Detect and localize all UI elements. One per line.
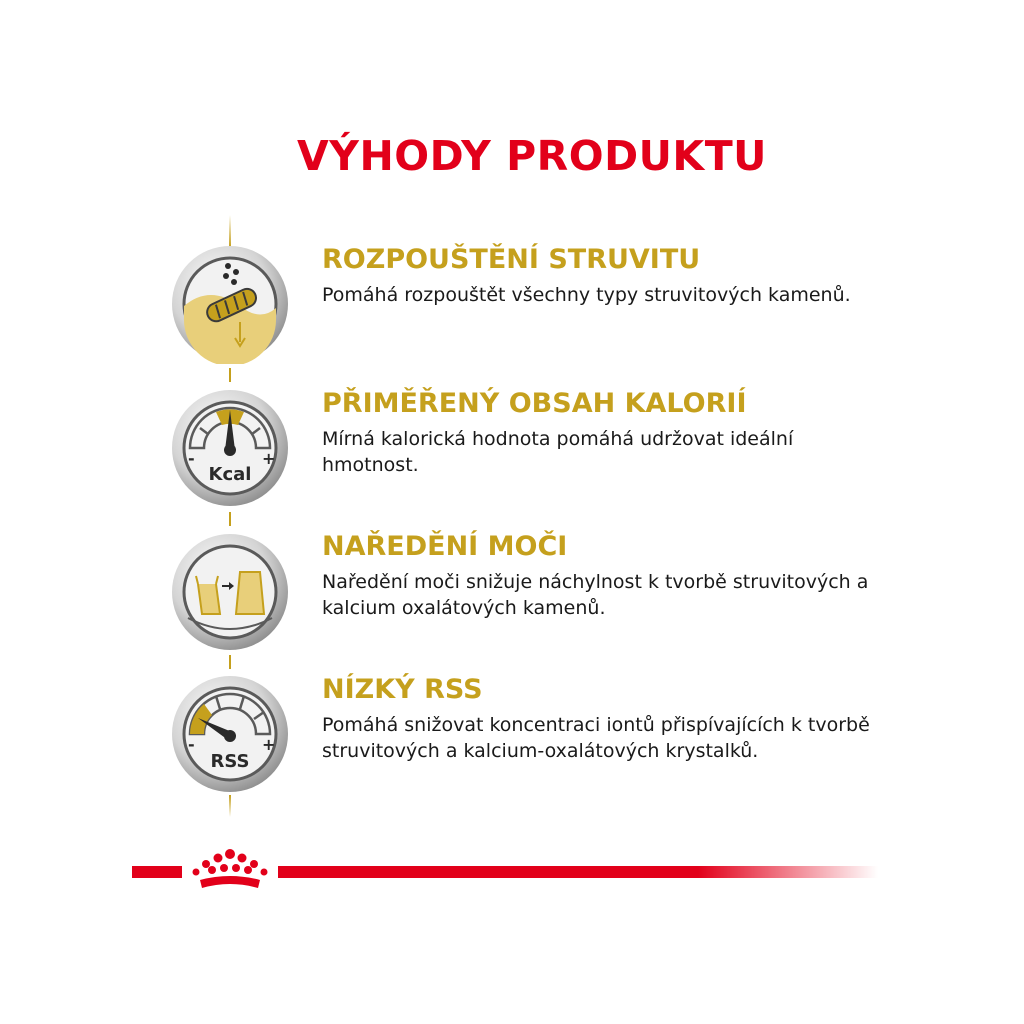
- benefit-calories: [322, 388, 922, 478]
- svg-text:-: -: [188, 735, 195, 754]
- urine-dilution-icon: [170, 532, 290, 652]
- calorie-gauge-icon: [170, 388, 290, 508]
- benefit-low-rss: [322, 674, 922, 764]
- rss-label: RSS: [210, 751, 250, 772]
- footer-brand-bar: [0, 840, 1024, 900]
- benefit-description: Pomáhá rozpouštět všechny typy struvitových kamenů.: [322, 284, 851, 306]
- benefit-description: Mírná kalorická hodnota pomáhá udržovat ideální hmotnost.: [322, 428, 794, 476]
- benefit-title: NÍZKÝ RSS: [322, 674, 483, 705]
- svg-text:+: +: [262, 735, 276, 754]
- benefit-struvite-dissolution: [322, 244, 922, 308]
- benefit-urine-dilution: [322, 531, 922, 621]
- rss-gauge-icon: [170, 674, 290, 794]
- svg-text:-: -: [188, 449, 195, 468]
- benefit-description: Pomáhá snižovat koncentraci iontů přispívajících k tvorbě struvitových a kalcium-oxalátových krystalků.: [322, 714, 870, 762]
- svg-text:+: +: [262, 449, 276, 468]
- benefit-description: Naředění moči snižuje náchylnost k tvorbě struvitových a kalcium oxalátových kamenů.: [322, 571, 869, 619]
- struvite-dissolution-icon: [170, 244, 290, 364]
- benefit-title: PŘIMĚŘENÝ OBSAH KALORIÍ: [322, 388, 747, 419]
- page-title: VÝHODY PRODUKTU: [297, 132, 767, 180]
- benefit-title: NAŘEDĚNÍ MOČI: [322, 531, 568, 562]
- kcal-label: Kcal: [208, 464, 252, 485]
- royal-crown-logo: [193, 849, 268, 888]
- benefit-title: ROZPOUŠTĚNÍ STRUVITU: [322, 244, 701, 275]
